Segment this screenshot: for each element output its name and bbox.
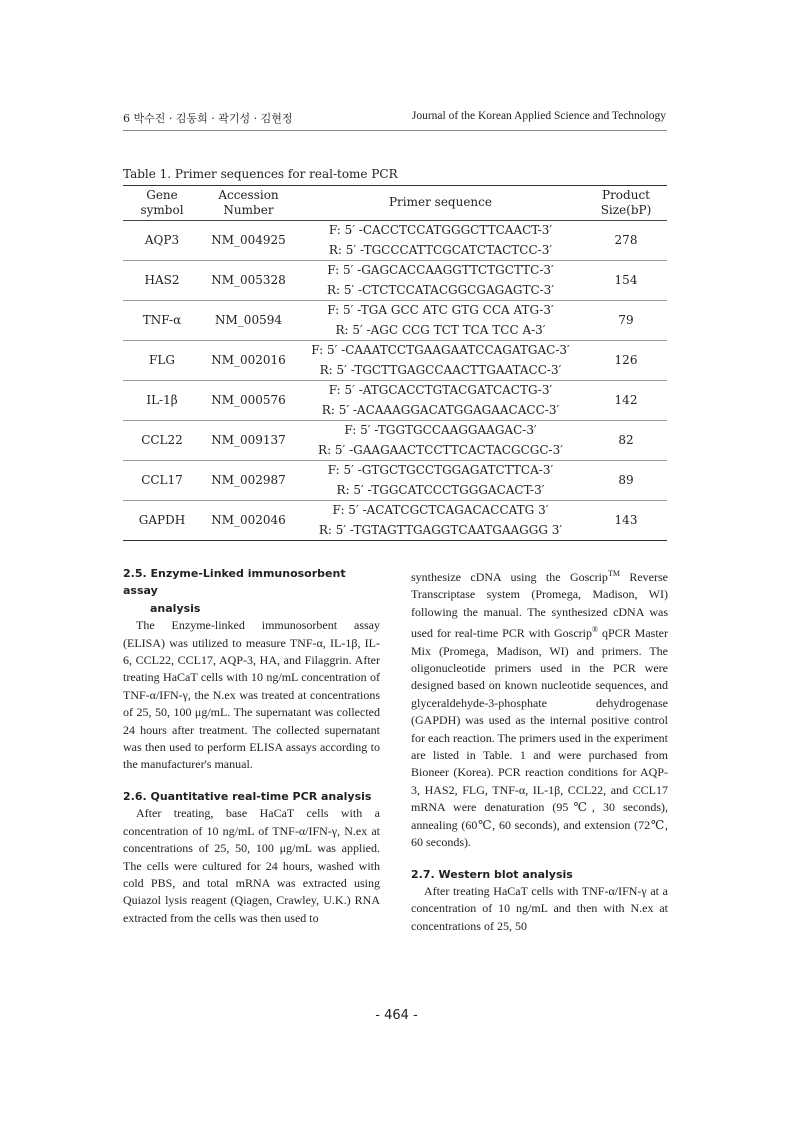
left-column	[123, 565, 380, 927]
col-header-gene: Gene symbol	[140, 187, 184, 217]
forward-primer-cell: F: 5′ -TGGTGCCAAGGAAGAC-3′	[296, 421, 585, 441]
accession-cell: NM_00594	[201, 301, 296, 341]
forward-primer-cell: F: 5′ -TGA GCC ATC GTG CCA ATG-3′	[296, 301, 585, 321]
col-header-product: Product Size(bP)	[600, 187, 652, 217]
section-2-6-continued-text	[411, 565, 668, 852]
section-2-6-text: After treating, base HaCaT cells with a concentration of 10 ng/mL of TNF-α/IFN-γ, N.ex at concentrations of 25, 50, 100 μg/mL was applied. The cells were cultured for 24 hours, washed with cold PBS, and total mRNA was extracted using Quiazol lysis reagent (Qiagen, Crawley, U.K.) RNA extracted from the cells was then used to	[123, 806, 380, 925]
col-header-primer: Primer sequence	[388, 195, 492, 210]
gene-symbol-cell: FLG	[123, 341, 201, 381]
table-header-row	[123, 186, 667, 221]
table-caption: Table 1. Primer sequences for real-tome PCR	[123, 167, 398, 181]
text-part: Reverse Transcriptase system (Promega, Madison, WI) following the manual. The synthesized cDNA was used for real-time PCR with Goscrip	[411, 570, 668, 641]
section-2-7-text: After treating HaCaT cells with TNF-α/IFN-γ at a concentration of 10 ng/mL and then with N.ex at concentrations of 25, 50	[411, 883, 668, 933]
forward-primer-cell: F: 5′ -GAGCACCAAGGTTCTGCTTC-3′	[296, 261, 585, 281]
running-header-journal: Journal of the Korean Applied Science and Technology	[411, 110, 666, 122]
gene-symbol-cell: HAS2	[123, 261, 201, 301]
accession-cell: NM_002016	[201, 341, 296, 381]
primer-table	[123, 185, 667, 541]
forward-primer-cell: F: 5′ -CACCTCCATGGGCTTCAACT-3′	[328, 223, 553, 237]
accession-cell: NM_009137	[201, 421, 296, 461]
table-row	[123, 461, 667, 481]
section-number: 2.5.	[123, 567, 147, 580]
table-row	[123, 421, 667, 441]
accession-cell: NM_002046	[201, 501, 296, 541]
section-2-7-heading: 2.7. Western blot analysis	[411, 867, 573, 881]
gene-symbol-cell: AQP3	[144, 232, 180, 247]
text-part: synthesize cDNA using the Goscrip	[411, 570, 608, 584]
accession-cell: NM_000576	[201, 381, 296, 421]
trademark-sup: TM	[607, 569, 620, 578]
reverse-primer-cell: R: 5′ -GAAGAACTCCTTCACTACGCGC-3′	[318, 442, 563, 457]
table-row	[123, 381, 667, 401]
gene-symbol-cell: TNF-α	[123, 301, 201, 341]
product-size-cell: 79	[585, 301, 667, 341]
product-size-cell: 126	[585, 341, 667, 381]
section-2-5-heading	[123, 565, 380, 617]
forward-primer-cell: F: 5′ -CAAATCCTGAAGAATCCAGATGAC-3′	[296, 341, 585, 361]
registered-sup: ®	[592, 625, 599, 635]
product-size-cell: 82	[585, 421, 667, 461]
reverse-primer-cell: R: 5′ -AGC CCG TCT TCA TCC A-3′	[335, 322, 546, 337]
reverse-primer-cell: R: 5′ -TGGCATCCCTGGGACACT-3′	[336, 482, 545, 497]
reverse-primer-cell: R: 5′ -ACAAAGGACATGGAGAACACC-3′	[321, 402, 560, 417]
text-part: qPCR Master Mix (Promega, Madison, WI) and primers. The oligonucleotide primers used in the PCR were designed based on known nucleotide sequences, and glyceraldehyde-3-phosphate dehydrogenase (GAPDH) was used as the internal positive control for each reaction. The primers used in the experiment are listed in Table. 1 and were purchased from Bioneer (Korea). PCR reaction conditions for AQP-3, HAS2, FLG, TNF-α, IL-1β, CCL22, and CCL17 mRNA were denaturation (95℃, 30 seconds), annealing (60℃, 60 seconds), and extension (72℃, 60 seconds).	[411, 626, 668, 850]
table-row	[123, 261, 667, 281]
reverse-primer-cell: R: 5′ -TGCCCATTCGCATCTACTCC-3′	[328, 242, 553, 257]
table-row	[123, 301, 667, 321]
reverse-primer-cell: R: 5′ -TGTAGTTGAGGTCAATGAAGGG 3′	[318, 522, 563, 537]
gene-symbol-cell: CCL22	[123, 421, 201, 461]
accession-cell: NM_002987	[201, 461, 296, 501]
section-title-part: analysis	[150, 601, 201, 615]
forward-primer-cell: F: 5′ -ATGCACCTGTACGATCACTG-3′	[296, 381, 585, 401]
forward-primer-cell: F: 5′ -ACATCGCTCAGACACCATG 3′	[296, 501, 585, 521]
accession-cell: NM_004925	[211, 232, 286, 247]
section-2-5-text: The Enzyme-linked immunosorbent assay (ELISA) was utilized to measure TNF-α, IL-1β, IL-6, CCL22, CCL17, AQP-3, HA, and Filaggrin. After treating HaCaT cells with 10 ng/mL concentration of TNF-α/IFN-γ, the N.ex was treated at concentrations of 25, 50, 100 μg/mL. The supernatant was collected 24 hours after treatment. The collected supernatant was then used to perform ELISA assays according to the manufacturer's manual.	[123, 618, 380, 772]
product-size-cell: 89	[585, 461, 667, 501]
page-number: - 464 -	[375, 1008, 418, 1023]
reverse-primer-cell: R: 5′ -TGCTTGAGCCAACTTGAATACC-3′	[319, 362, 562, 377]
header-rule	[123, 130, 667, 131]
table-row	[123, 221, 667, 241]
col-header-accession: Accession Number	[218, 187, 279, 217]
section-title-part: Enzyme-Linked immunosorbent assay	[123, 567, 346, 598]
forward-primer-cell: F: 5′ -GTGCTGCCTGGAGATCTTCA-3′	[296, 461, 585, 481]
right-column	[411, 565, 668, 935]
section-2-6-heading: 2.6. Quantitative real-time PCR analysis	[123, 789, 372, 803]
product-size-cell: 154	[585, 261, 667, 301]
gene-symbol-cell: CCL17	[123, 461, 201, 501]
product-size-cell: 278	[614, 232, 638, 247]
gene-symbol-cell: IL-1β	[123, 381, 201, 421]
running-header-authors: 6 박수진 · 김동희 · 곽기성 · 김현정	[123, 112, 293, 125]
table-row	[123, 341, 667, 361]
table-body	[123, 221, 667, 541]
product-size-cell: 142	[585, 381, 667, 421]
accession-cell: NM_005328	[201, 261, 296, 301]
reverse-primer-cell: R: 5′ -CTCTCCATACGGCGAGAGTC-3′	[326, 282, 555, 297]
gene-symbol-cell: GAPDH	[123, 501, 201, 541]
product-size-cell: 143	[585, 501, 667, 541]
table-row	[123, 501, 667, 521]
